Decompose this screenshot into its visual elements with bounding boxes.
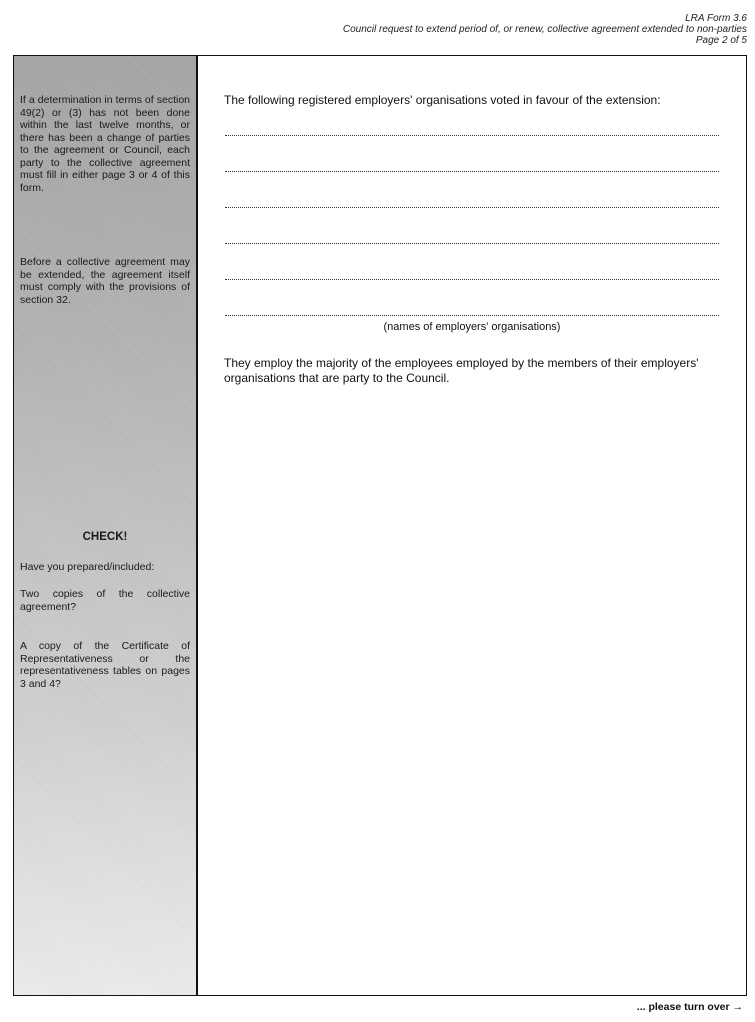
check-intro-block (20, 561, 190, 574)
check-item-copies: Two copies of the collective agreement? (20, 588, 190, 613)
employer-organisation-line[interactable] (225, 315, 719, 316)
note-extension: Before a collective agreement may be extended, the agreement itself must comply with the provisions of section 32. (20, 256, 190, 306)
form-id: LRA Form 3.6 (685, 13, 747, 24)
check-intro: Have you prepared/included: (20, 561, 155, 573)
employer-organisation-line[interactable] (225, 135, 719, 136)
intro-text: The following registered employers' organisations voted in favour of the extension: (224, 93, 661, 107)
form-header (343, 13, 747, 46)
check-title: CHECK! (82, 531, 128, 543)
page-number: Page 2 of 5 (695, 35, 747, 46)
check-item-certificate: A copy of the Certificate of Representativeness or the representativeness tables on pages 3 and 4? (20, 640, 190, 690)
form-frame (13, 55, 747, 996)
note-determination-block (20, 94, 190, 194)
sidebar-panel (14, 56, 198, 995)
note-extension-block (20, 256, 190, 306)
employer-organisation-line[interactable] (225, 171, 719, 172)
please-turn-over: ... please turn over → (636, 1001, 743, 1013)
form-title: Council request to extend period of, or renew, collective agreement extended to non-parties (342, 24, 747, 35)
employer-organisation-line[interactable] (225, 243, 719, 244)
main-content (198, 56, 746, 995)
names-caption: (names of employers' organisations) (383, 321, 561, 333)
employer-organisation-line[interactable] (225, 279, 719, 280)
note-determination: If a determination in terms of section 49(2) or (3) has not been done within the last twelve months, or there has been a change of parties to the agreement or Council, each party to the collective agreement must fill in either page 3 or 4 of this form. (20, 94, 190, 194)
closing-text: They employ the majority of the employees employed by the members of their employers' organisations that are party to the Council. (224, 356, 699, 385)
employer-organisation-line[interactable] (225, 207, 719, 208)
check-item-copies-block (20, 588, 190, 613)
check-item-certificate-block (20, 640, 190, 690)
